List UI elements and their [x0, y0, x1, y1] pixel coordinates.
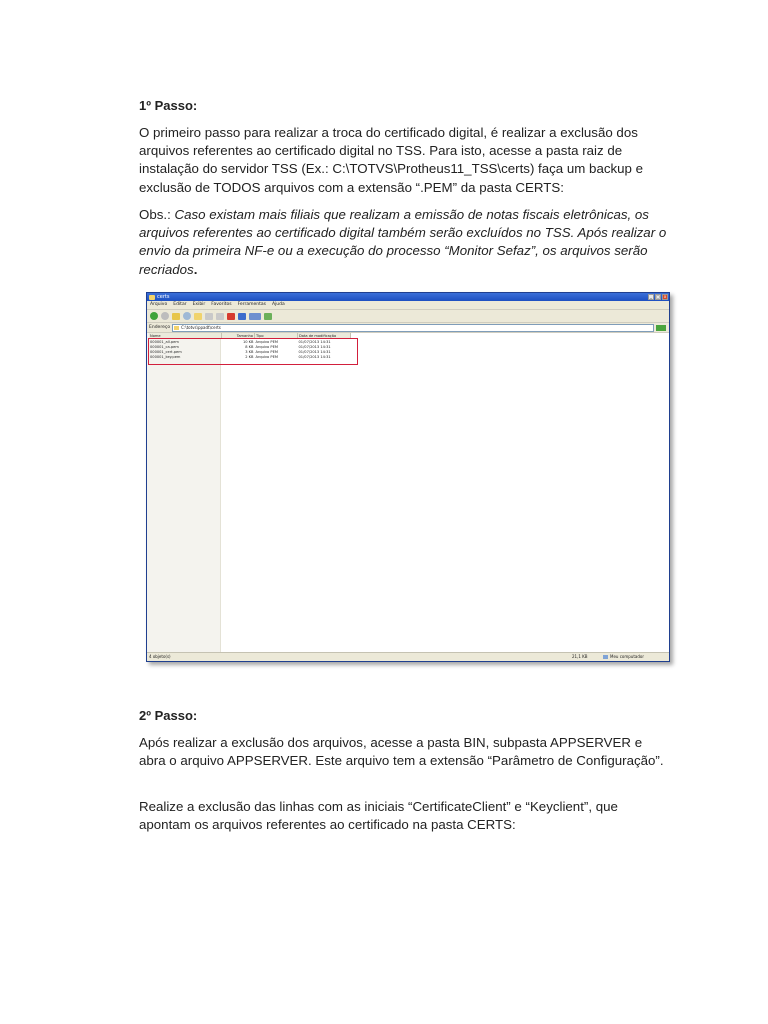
file-list-area: [147, 333, 669, 653]
views-icon: [249, 313, 261, 320]
menu-arquivo: Arquivo: [150, 302, 168, 307]
file-name: 000001_key.pem: [150, 354, 181, 359]
menu-ferramentas: Ferramentas: [237, 302, 266, 307]
column-header-type: Tipo: [255, 333, 298, 339]
step2-paragraph-2: Realize a exclusão das linhas com as iniciais “CertificateClient” e “Keyclient”, que apontam os arquivos referentes ao certificado na pasta CERTS:: [139, 799, 618, 833]
toolbar: [147, 310, 669, 323]
move-to-icon: [205, 313, 213, 320]
folder-icon: [149, 295, 155, 300]
file-type: Arquivo PEM: [255, 344, 278, 349]
file-date: 01/07/2013 14:31: [298, 339, 331, 344]
back-icon: [150, 312, 158, 320]
close-button: x: [663, 294, 667, 299]
computer-icon: [603, 655, 608, 659]
status-object-count: 4 objeto(s): [149, 654, 171, 659]
address-field: [172, 324, 654, 332]
menu-editar: Editar: [173, 302, 187, 307]
column-header-name: Nome: [149, 333, 222, 339]
sync-icon: [264, 313, 272, 320]
file-name: 000001_ca.pem: [150, 344, 179, 349]
column-header-size: Tamanho: [222, 333, 255, 339]
file-size: 10 KB: [242, 339, 254, 344]
maximize-button: □: [656, 294, 660, 299]
copy-to-icon: [216, 313, 224, 320]
menu-favoritos: Favoritos: [211, 302, 232, 307]
status-total-size: 21,1 KB: [572, 654, 588, 659]
window-controls: [648, 294, 668, 300]
step1-heading: 1º Passo:: [139, 98, 198, 113]
file-type: Arquivo PEM: [255, 349, 278, 354]
address-folder-icon: [174, 326, 179, 330]
address-value: C:\totvs\ppadt\certs: [181, 324, 221, 330]
folders-icon: [194, 313, 202, 320]
obs-end: .: [193, 261, 198, 277]
tasks-pane: [147, 333, 221, 653]
step2-heading: 2º Passo:: [139, 708, 198, 723]
obs-label: Obs.:: [139, 207, 175, 222]
file-name: 000001_cert.pem: [150, 349, 182, 354]
file-size: 3 KB: [245, 349, 254, 354]
search-icon: [183, 312, 191, 320]
menu-ajuda: Ajuda: [271, 302, 285, 307]
address-label: Endereço: [149, 325, 171, 330]
menu-bar: [147, 301, 669, 310]
obs-text: Caso existam mais filiais que realizam a emissão de notas fiscais eletrônicas, os arquivos referentes ao certificado digital também serão excluídos no TSS. Após realizar o envio da primeira NF-e ou a execução do processo “Monitor Sefaz”, os arquivos serão recriados: [139, 207, 667, 277]
file-name: 000001_all.pem: [150, 339, 179, 344]
step2-paragraph-1: Após realizar a exclusão dos arquivos, acesse a pasta BIN, subpasta APPSERVER e abra o arquivo APPSERVER. Este arquivo tem a extensão “Parâmetro de Configuração”.: [139, 735, 664, 769]
file-date: 01/07/2013 14:31: [298, 354, 331, 359]
status-bar: [147, 652, 669, 661]
forward-icon: [161, 312, 169, 320]
delete-icon: [227, 313, 235, 320]
file-size: 2 KB: [245, 354, 254, 359]
file-type: Arquivo PEM: [255, 339, 278, 344]
go-button: [656, 325, 666, 331]
explorer-screenshot: [146, 292, 670, 662]
address-bar: [147, 323, 669, 333]
window-title: certs: [157, 294, 170, 300]
file-type: Arquivo PEM: [255, 354, 278, 359]
file-size: 8 KB: [245, 344, 254, 349]
step1-obs: [139, 206, 667, 279]
status-my-computer: Meu computador: [610, 654, 644, 659]
column-header-date: Data de modificação: [298, 333, 351, 339]
minimize-button: _: [650, 294, 652, 299]
up-folder-icon: [172, 313, 180, 320]
step1-paragraph: O primeiro passo para realizar a troca do certificado digital, é realizar a exclusão dos arquivos referentes ao certificado digital no TSS. Para isto, acesse a pasta raiz de instalação do servidor TSS (Ex.: C:\TOTVS\Protheus11_TSS\certs) faça um backup e exclusão de TODOS arquivos com a extensão “.PEM” da pasta CERTS:: [139, 125, 644, 195]
file-date: 01/07/2013 14:31: [298, 344, 331, 349]
menu-exibir: Exibir: [192, 302, 206, 307]
file-date: 01/07/2013 14:31: [298, 349, 331, 354]
undo-icon: [238, 313, 246, 320]
window-titlebar: [147, 293, 669, 301]
files-highlight-box: [148, 338, 358, 365]
